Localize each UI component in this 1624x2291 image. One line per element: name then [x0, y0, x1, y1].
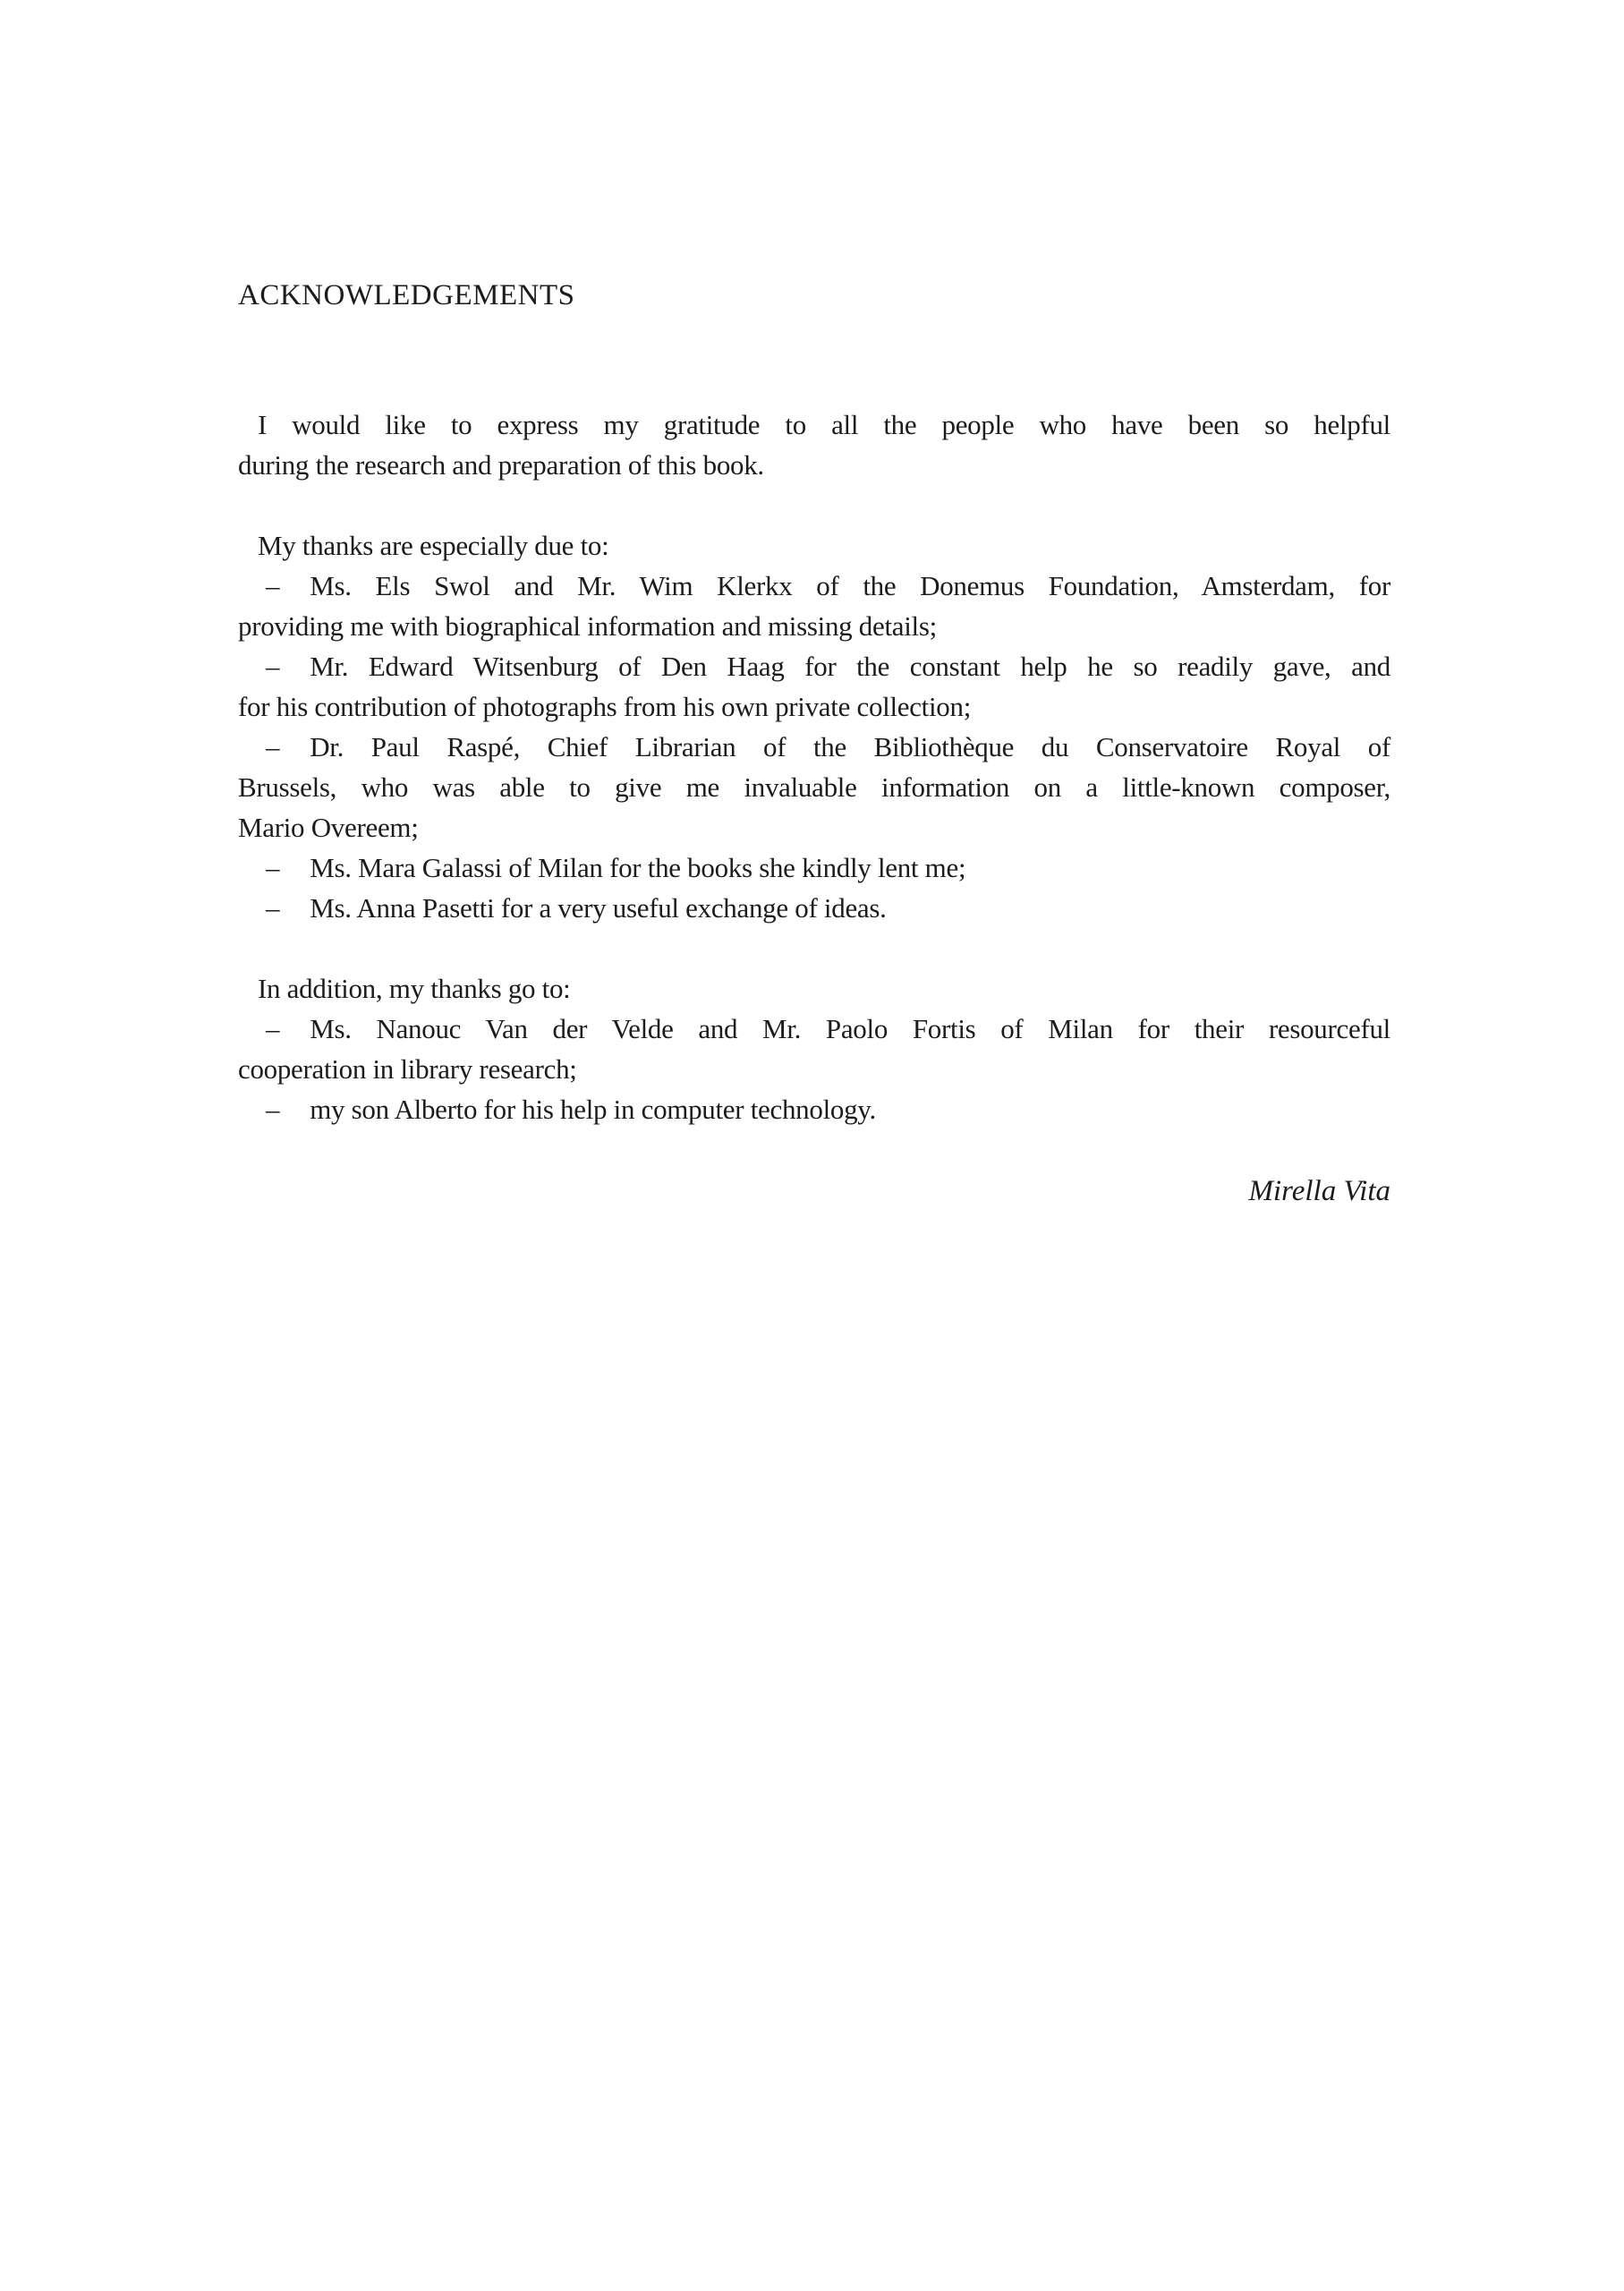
- text-line: – Ms. Mara Galassi of Milan for the books she kindly lent me;: [266, 852, 966, 883]
- text-line: – my son Alberto for his help in computer technology.: [266, 1094, 876, 1125]
- list-item: [238, 646, 1390, 727]
- text-section: [238, 525, 1390, 928]
- paragraph: [238, 525, 1390, 566]
- text-line: – Ms. Nanouc Van der Velde and Mr. Paolo Fortis of Milan for their resourceful: [266, 1013, 1390, 1044]
- dash-marker: –: [266, 651, 280, 682]
- text-line: cooperation in library research;: [238, 1053, 577, 1085]
- text-line: Mario Overeem;: [238, 812, 419, 843]
- text-line: I would like to express my gratitude to all the people who have been so helpful: [258, 409, 1390, 440]
- text-line: – Ms. Els Swol and Mr. Wim Klerkx of the Donemus Foundation, Amsterdam, for: [266, 570, 1390, 601]
- text-line: In addition, my thanks go to:: [258, 973, 571, 1004]
- text-section: [238, 968, 1390, 1129]
- dash-marker: –: [266, 852, 280, 883]
- list-item: [238, 1089, 1390, 1129]
- dash-marker: –: [266, 892, 280, 924]
- dash-marker: –: [266, 731, 280, 762]
- text-line: Brussels, who was able to give me invaluable information on a little-known composer,: [238, 771, 1390, 803]
- dash-marker: –: [266, 570, 280, 601]
- text-line: My thanks are especially due to:: [258, 530, 609, 561]
- text-line: – Ms. Anna Pasetti for a very useful exchange of ideas.: [266, 892, 887, 924]
- list-item: [238, 566, 1390, 646]
- dash-marker: –: [266, 1094, 280, 1125]
- text-section: [238, 405, 1390, 485]
- dash-marker: –: [266, 1013, 280, 1044]
- acknowledgements-text: [238, 405, 1390, 1212]
- text-line: during the research and preparation of this book.: [238, 449, 764, 481]
- text-line: providing me with biographical information and missing details;: [238, 610, 937, 642]
- text-line: – Dr. Paul Raspé, Chief Librarian of the Bibliothèque du Conservatoire Royal of: [266, 731, 1390, 762]
- text-line: – Mr. Edward Witsenburg of Den Haag for the constant help he so readily gave, and: [266, 651, 1390, 682]
- list-item: [238, 1009, 1390, 1089]
- paragraph: [238, 405, 1390, 485]
- text-line: for his contribution of photographs from his own private collection;: [238, 691, 972, 722]
- list-item: [238, 888, 1390, 928]
- paragraph: [238, 968, 1390, 1009]
- author-signature: Mirella Vita: [1248, 1175, 1390, 1207]
- list-item: [238, 727, 1390, 847]
- page-heading: ACKNOWLEDGEMENTS: [238, 279, 575, 311]
- list-item: [238, 847, 1390, 888]
- text-sections: [238, 405, 1390, 1129]
